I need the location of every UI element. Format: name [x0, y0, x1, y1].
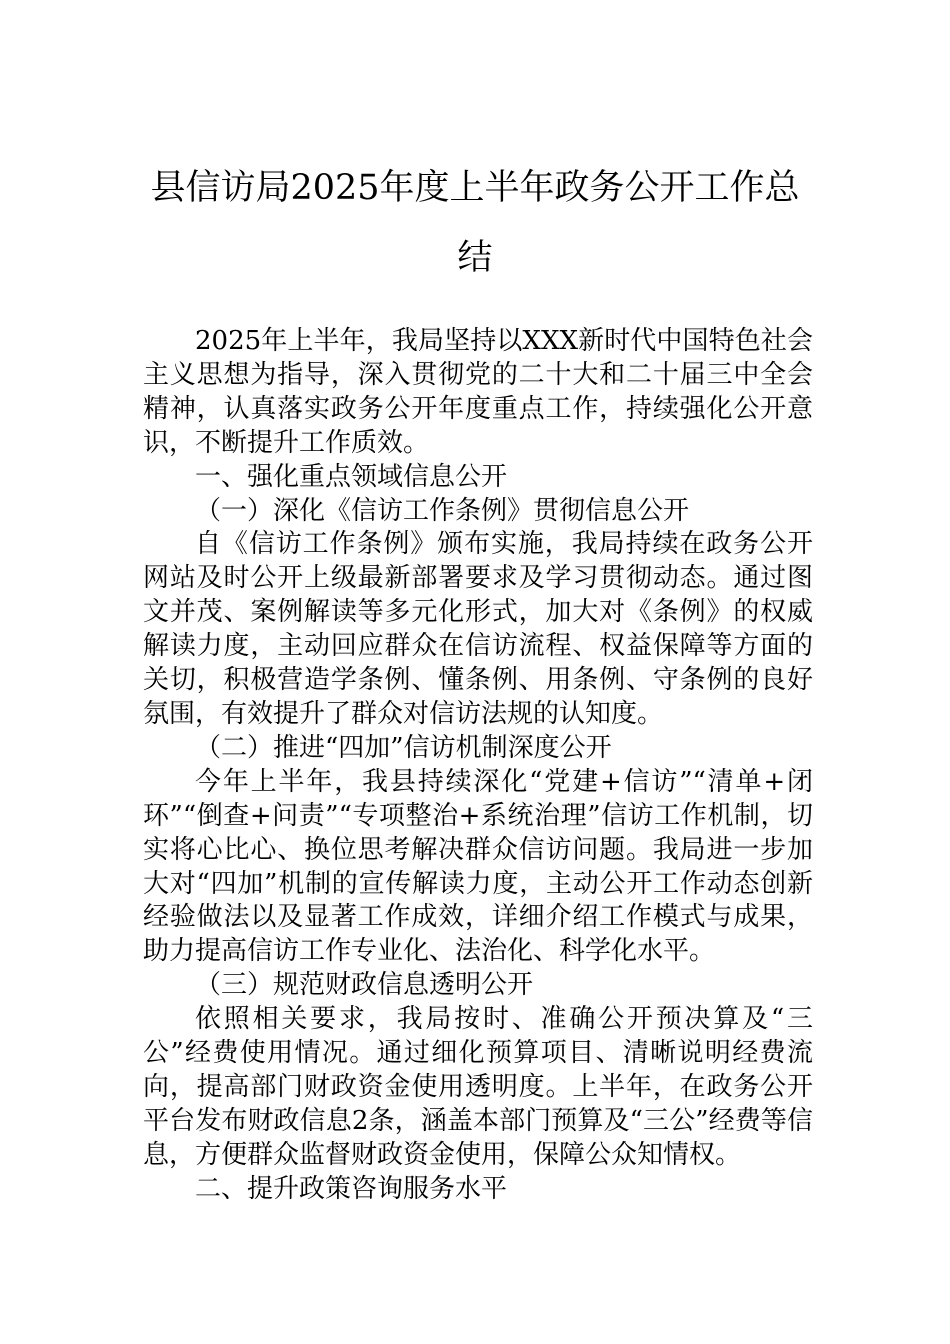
document-title-line-1: 县信访局2025年度上半年政务公开工作总 [150, 168, 800, 208]
subsection-2-paragraph: 今年上半年，我县持续深化“党建+信访”“清单+闭环”“倒查+问责”“专项整治+系统治理”信访工作机制，切实将心比心、换位思考解决群众信访问题。我局进一步加大对“四加”机制的宣传解读力度，主动公开工作动态创新经验做法以及显著工作成效，详细介绍工作模式与成果，助力提高信访工作专业化、法治化、科学化水平。 [143, 766, 813, 967]
section-1-heading: 一、强化重点领域信息公开 [195, 461, 508, 492]
document-body [143, 325, 813, 1207]
section-2-heading: 二、提升政策咨询服务水平 [195, 1173, 508, 1204]
subsection-3-paragraph: 依照相关要求，我局按时、准确公开预决算及“三公”经费使用情况。通过细化预算项目、清晰说明经费流向，提高部门财政资金使用透明度。上半年，在政务公开平台发布财政信息2条，涵盖本部门预算及“三公”经费等信息，方便群众监督财政资金使用，保障公众知情权。 [143, 1004, 813, 1170]
document-title-line-2: 结 [457, 238, 493, 278]
subsection-3-heading: （三）规范财政信息透明公开 [195, 970, 534, 1001]
subsection-1-paragraph: 自《信访工作条例》颁布实施，我局持续在政务公开网站及时公开上级最新部署要求及学习贯彻动态。通过图文并茂、案例解读等多元化形式，加大对《条例》的权威解读力度，主动回应群众在信访流程、权益保障等方面的关切，积极营造学条例、懂条例、用条例、守条例的良好氛围，有效提升了群众对信访法规的认知度。 [143, 529, 813, 729]
subsection-1-heading: （一）深化《信访工作条例》贯彻信息公开 [195, 495, 690, 526]
intro-paragraph: 2025年上半年，我局坚持以XXX新时代中国特色社会主义思想为指导，深入贯彻党的二十大和二十届三中全会精神，认真落实政务公开年度重点工作，持续强化公开意识，不断提升工作质效。 [143, 326, 813, 458]
subsection-2-heading: （二）推进“四加”信访机制深度公开 [195, 732, 612, 763]
